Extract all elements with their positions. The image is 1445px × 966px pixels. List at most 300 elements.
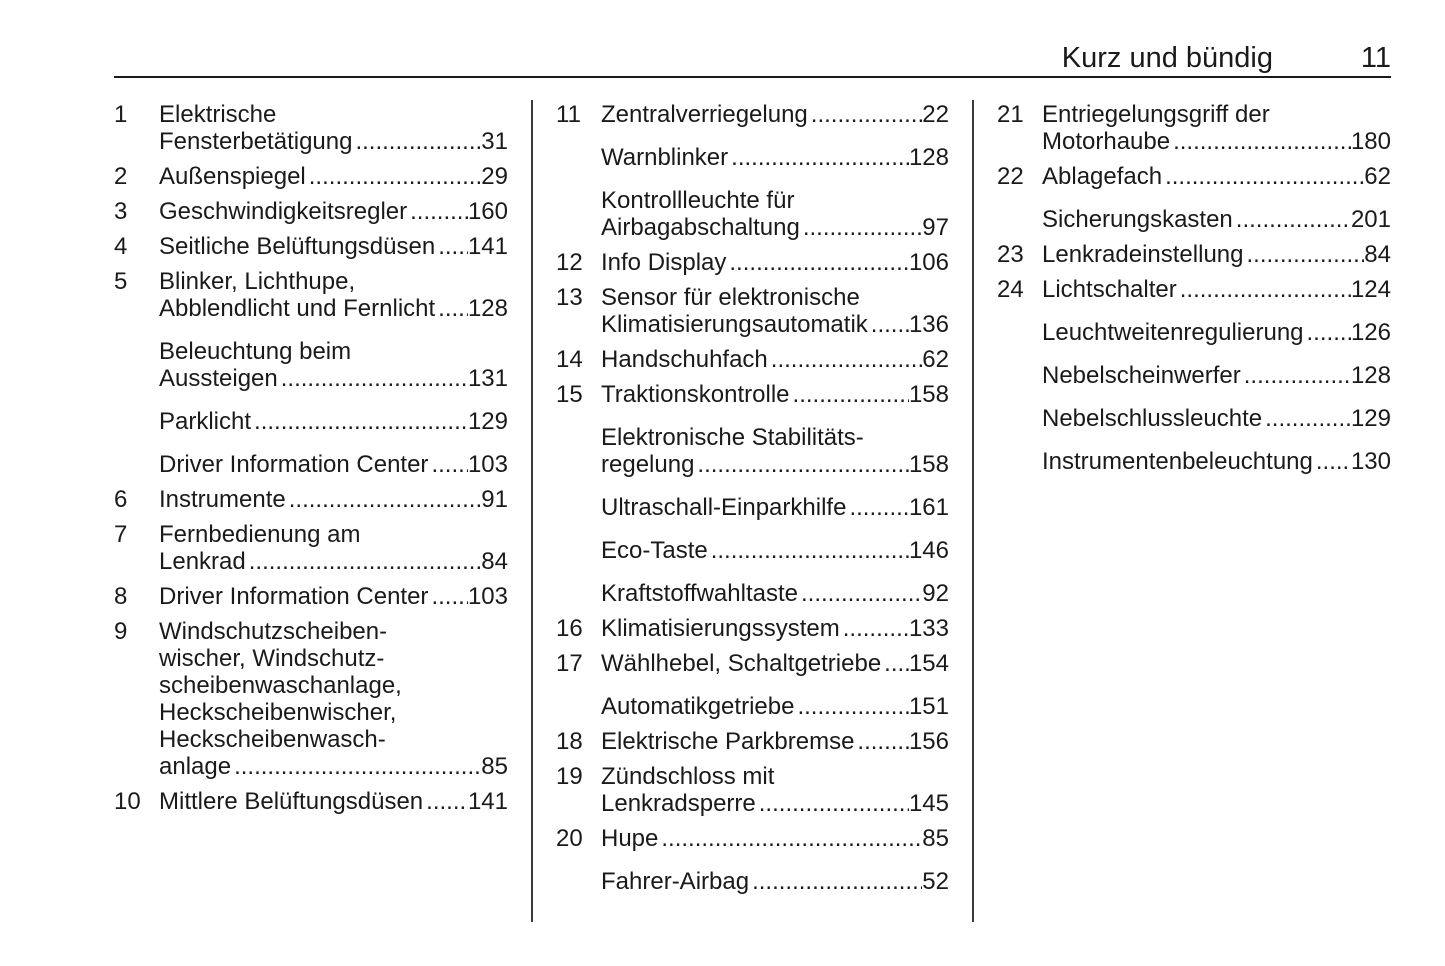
entry-last-line [601,346,949,373]
entry-number [556,868,601,895]
entry-label-line: Warnblinker [601,144,729,171]
index-entry [114,101,508,155]
entry-number [556,580,601,607]
entry-page-ref: 103 [467,451,508,478]
dot-leader [840,615,909,642]
dot-leader [1233,206,1351,233]
dot-leader [726,249,909,276]
entry-label-line: Beleuchtung beim [159,338,352,365]
dot-leader [794,693,909,720]
dot-leader [1177,276,1351,303]
dot-leader [800,214,922,241]
entry-last-line [1042,163,1391,190]
entry-number: 3 [114,198,128,225]
entry-page-ref: 84 [1364,241,1391,268]
entry-page-ref: 141 [467,233,508,260]
entry-number: 14 [556,346,583,373]
entry-number [114,338,159,392]
entry-last-line [159,128,508,155]
entry-page-ref: 158 [908,451,949,478]
index-entry [997,276,1391,303]
entry-label-line: Traktionskontrolle [601,381,790,408]
entry-label-line: Sicherungskasten [1042,206,1233,233]
entry-label-line: Fahrer-Airbag [601,868,750,895]
entry-last-line [159,486,508,513]
entry-label-line: Klimatisierungsautomatik [601,311,868,338]
entry-page-ref: 29 [481,163,508,190]
dot-leader [246,548,482,575]
entry-page-ref: 129 [1350,405,1391,432]
entry-text [601,537,949,564]
entry-label-line: Fensterbetätigung [159,128,353,155]
index-entry [997,101,1391,155]
entry-label-line: Lenkradeinstellung [1042,241,1244,268]
entry-text [159,583,508,610]
entry-label-line: anlage [159,753,232,780]
entry-page-ref: 154 [908,650,949,677]
entry-label-line: Leuchtweitenregulierung [1042,319,1304,346]
entry-number [997,405,1042,432]
entry-text [1042,448,1391,475]
dot-leader [768,346,923,373]
entry-text [159,233,508,260]
entry-label-line: Seitliche Belüftungsdüsen [159,233,436,260]
entry-page-ref: 133 [908,615,949,642]
entry-label-line: Driver Information Center [159,583,429,610]
index-entry [114,163,508,190]
entry-number: 19 [556,763,583,790]
entry-label-line: Zentralverriegelung [601,101,808,128]
entry-label-line: Blinker, Lichthupe, [159,268,356,295]
entry-page-ref: 151 [908,693,949,720]
entry-text [601,650,949,677]
dot-leader [708,537,909,564]
index-entry [114,451,508,478]
entry-number: 10 [114,788,141,815]
entry-label-line: Instrumentenbeleuchtung [1042,448,1313,475]
index-entry [114,233,508,260]
entry-page-ref: 124 [1350,276,1391,303]
index-entry [114,521,508,575]
entry-page-ref: 160 [467,198,508,225]
index-entry [114,268,508,322]
index-entry [114,338,508,392]
entry-page-ref: 91 [481,486,508,513]
entry-last-line [601,580,949,607]
entry-last-line [159,451,508,478]
dot-leader [854,728,909,755]
entry-text [601,580,949,607]
entry-label-line: Entriegelungsgriff der [1042,101,1270,128]
entry-page-ref: 201 [1350,206,1391,233]
entry-page-ref: 31 [481,128,508,155]
entry-text [159,521,508,575]
entry-last-line [601,381,949,408]
index-entry [114,198,508,225]
dot-leader [423,788,468,815]
entry-last-line [159,753,508,780]
entry-label-line: Klimatisierungssystem [601,615,840,642]
index-entry [556,494,949,521]
entry-number [556,424,601,478]
entry-label-line: Driver Information Center [159,451,429,478]
entry-label-line: Info Display [601,249,727,276]
index-entry [997,163,1391,190]
entry-page-ref: 128 [1350,362,1391,389]
entry-last-line [1042,362,1391,389]
dot-leader [435,233,468,260]
entry-page-ref: 62 [922,346,949,373]
dot-leader [1241,362,1351,389]
entry-text [1042,276,1391,303]
index-entry [114,408,508,435]
index-entry [114,788,508,815]
entry-label-line: Handschuhfach [601,346,768,373]
index-entry [997,206,1391,233]
entry-text [601,284,949,338]
entry-text [1042,241,1391,268]
dot-leader [1243,241,1364,268]
entry-text [601,187,949,241]
entry-page-ref: 106 [908,249,949,276]
entry-last-line [1042,241,1391,268]
dot-leader [1304,319,1351,346]
entry-page-ref: 131 [467,365,508,392]
entry-last-line [159,163,508,190]
dot-leader [756,790,909,817]
entry-number: 22 [997,163,1024,190]
entry-page-ref: 22 [922,101,949,128]
entry-number: 11 [556,101,581,128]
index-entry [556,381,949,408]
entry-last-line [601,693,949,720]
dot-leader [286,486,482,513]
dot-leader [1162,163,1364,190]
entry-label-line: Elektrische [159,101,277,128]
entry-text [159,101,508,155]
entry-number [556,693,601,720]
entry-page-ref: 128 [908,144,949,171]
entry-text [159,788,508,815]
entry-page-ref: 126 [1350,319,1391,346]
entry-text [159,618,508,780]
entry-last-line [159,583,508,610]
entry-page-ref: 158 [908,381,949,408]
dot-leader [658,825,922,852]
entry-number: 9 [114,618,128,645]
entry-last-line [159,233,508,260]
entry-label-line: Lichtschalter [1042,276,1177,303]
entry-last-line [1042,319,1391,346]
index-entry [556,693,949,720]
entry-number [556,144,601,171]
dot-leader [728,144,909,171]
entry-last-line [601,101,949,128]
entry-last-line [159,788,508,815]
entry-text [601,868,949,895]
entry-last-line [601,650,949,677]
entry-label-line: Ultraschall-Einparkhilfe [601,494,847,521]
entry-number: 2 [114,163,128,190]
entry-number: 4 [114,233,128,260]
entry-last-line [601,494,949,521]
entry-number: 23 [997,241,1024,268]
index-column-3 [997,101,1391,475]
entry-last-line [601,451,949,478]
dot-leader [1262,405,1351,432]
dot-leader [1170,128,1351,155]
entry-page-ref: 62 [1364,163,1391,190]
index-entry [556,615,949,642]
dot-leader [694,451,909,478]
entry-label-line: Aussteigen [159,365,278,392]
entry-label-line: Instrumente [159,486,286,513]
entry-text [601,346,949,373]
entry-last-line [1042,276,1391,303]
entry-page-ref: 85 [922,825,949,852]
dot-leader [798,580,922,607]
entry-label-line: Eco-Taste [601,537,708,564]
entry-label-line: Elektrische Parkbremse [601,728,855,755]
entry-label-line: Nebelschlussleuchte [1042,405,1263,432]
index-entry [997,362,1391,389]
index-column-1 [114,101,508,815]
index-entry [556,284,949,338]
entry-last-line [601,311,949,338]
entry-text [1042,319,1391,346]
entry-number: 15 [556,381,583,408]
entry-page-ref: 52 [922,868,949,895]
entry-text [601,424,949,478]
entry-last-line [1042,128,1391,155]
entry-last-line [1042,448,1391,475]
index-entry [556,868,949,895]
entry-page-ref: 85 [481,753,508,780]
entry-number [997,448,1042,475]
entry-label-line: wischer, Windschutz- [159,645,385,672]
index-entry [997,405,1391,432]
index-entry [114,618,508,780]
entry-text [601,494,949,521]
dot-leader [428,583,468,610]
entry-number: 7 [114,521,128,548]
entry-page-ref: 130 [1350,448,1391,475]
entry-label-line: Ablagefach [1042,163,1163,190]
entry-number: 5 [114,268,128,295]
entry-text [601,101,949,128]
dot-leader [251,408,468,435]
entry-last-line [601,868,949,895]
entry-label-line: Heckscheibenwasch- [159,726,386,753]
dot-leader [352,128,481,155]
entry-text [159,486,508,513]
entry-text [159,408,508,435]
dot-leader [808,101,923,128]
entry-number: 20 [556,825,583,852]
entry-text [159,268,508,322]
entry-text [601,728,949,755]
index-entry [997,448,1391,475]
index-entry [556,187,949,241]
entry-label-line: Sensor für elektronische [601,284,860,311]
entry-text [601,381,949,408]
entry-label-line: Lenkrad [159,548,246,575]
index-entry [556,346,949,373]
entry-label-line: Parklicht [159,408,252,435]
index-entry [556,537,949,564]
entry-label-line: Außenspiegel [159,163,306,190]
entry-label-line: Motorhaube [1042,128,1171,155]
dot-leader [306,163,482,190]
entry-text [1042,206,1391,233]
dot-leader [407,198,468,225]
index-entry [556,763,949,817]
entry-text [601,144,949,171]
dot-leader [1313,448,1351,475]
entry-last-line [1042,405,1391,432]
index-entry [556,650,949,677]
entry-number: 13 [556,284,583,311]
entry-page-ref: 103 [467,583,508,610]
index-entry [556,249,949,276]
header-rule [114,76,1391,78]
entry-label-line: Automatikgetriebe [601,693,795,720]
entry-last-line [601,615,949,642]
entry-label-line: Fernbedienung am [159,521,361,548]
entry-last-line [601,214,949,241]
entry-page-ref: 129 [467,408,508,435]
dot-leader [868,311,909,338]
entry-text [1042,163,1391,190]
entry-text [1042,101,1391,155]
entry-number [556,537,601,564]
entry-label-line: Heckscheibenwischer, [159,699,397,726]
index-entry [556,101,949,128]
index-entry [556,144,949,171]
entry-number: 6 [114,486,128,513]
entry-text [601,249,949,276]
index-entry [997,319,1391,346]
entry-number: 1 [114,101,128,128]
entry-number: 12 [556,249,583,276]
entry-page-ref: 97 [922,214,949,241]
dot-leader [846,494,909,521]
entry-label-line: regelung [601,451,695,478]
entry-label-line: Geschwindigkeitsregler [159,198,408,225]
entry-last-line [601,537,949,564]
entry-page-ref: 136 [908,311,949,338]
entry-page-ref: 156 [908,728,949,755]
entry-page-ref: 145 [908,790,949,817]
entry-last-line [1042,206,1391,233]
entry-label-line: Wählhebel, Schaltgetriebe [601,650,882,677]
entry-label-line: Airbagabschaltung [601,214,800,241]
entry-label-line: scheibenwaschanlage, [159,672,402,699]
entry-number [997,206,1042,233]
index-entry [556,424,949,478]
dot-leader [881,650,909,677]
section-title: Kurz und bündig [1061,42,1273,74]
entry-text [601,825,949,852]
entry-last-line [159,548,508,575]
index-entry [114,486,508,513]
dot-leader [790,381,909,408]
index-entry [556,580,949,607]
entry-text [1042,362,1391,389]
entry-page-ref: 92 [922,580,949,607]
entry-page-ref: 141 [467,788,508,815]
entry-number [114,451,159,478]
index-column-2 [556,101,949,895]
entry-text [159,163,508,190]
column-divider [531,100,533,922]
entry-text [159,198,508,225]
entry-last-line [601,144,949,171]
entry-label-line: Kraftstoffwahltaste [601,580,798,607]
entry-label-line: Lenkradsperre [601,790,756,817]
index-entry [556,825,949,852]
entry-page-ref: 128 [467,295,508,322]
entry-number: 21 [997,101,1024,128]
entry-last-line [159,408,508,435]
entry-label-line: Kontrollleuchte für [601,187,795,214]
column-divider [972,100,974,922]
entry-page-ref: 84 [481,548,508,575]
entry-page-ref: 180 [1350,128,1391,155]
entry-text [159,338,508,392]
entry-label-line: Zündschloss mit [601,763,775,790]
page-number: 11 [1360,42,1391,74]
entry-text [159,451,508,478]
index-entry [556,728,949,755]
entry-text [601,615,949,642]
entry-last-line [159,295,508,322]
entry-number: 18 [556,728,583,755]
entry-last-line [601,249,949,276]
entry-number [997,362,1042,389]
entry-label-line: Windschutzscheiben- [159,618,388,645]
dot-leader [749,868,922,895]
dot-leader [231,753,481,780]
entry-label-line: Abblendlicht und Fernlicht [159,295,436,322]
entry-page-ref: 146 [908,537,949,564]
entry-last-line [159,365,508,392]
entry-number [556,187,601,241]
entry-text [601,763,949,817]
entry-number [556,494,601,521]
index-entry [997,241,1391,268]
entry-number [997,319,1042,346]
entry-number [114,408,159,435]
entry-label-line: Mittlere Belüftungsdüsen [159,788,424,815]
entry-last-line [601,728,949,755]
entry-number: 17 [556,650,583,677]
entry-label-line: Hupe [601,825,659,852]
entry-last-line [601,790,949,817]
entry-text [601,693,949,720]
dot-leader [428,451,468,478]
entry-number: 8 [114,583,128,610]
dot-leader [435,295,468,322]
entry-last-line [601,825,949,852]
entry-label-line: Nebelscheinwerfer [1042,362,1241,389]
entry-text [1042,405,1391,432]
index-entry [114,583,508,610]
entry-label-line: Elektronische Stabilitäts- [601,424,864,451]
entry-number: 24 [997,276,1024,303]
entry-last-line [159,198,508,225]
entry-number: 16 [556,615,583,642]
